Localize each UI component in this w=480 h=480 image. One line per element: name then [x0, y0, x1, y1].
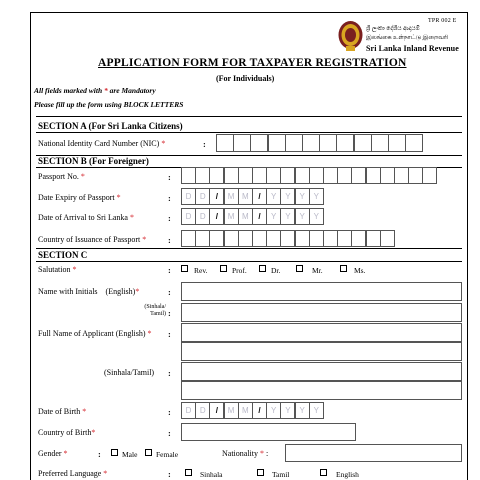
gender-label: Gender * — [38, 449, 68, 458]
full-name-label: Full Name of Applicant (English) * — [38, 329, 152, 338]
name-initials-sinhala-tamil-label: (Sinhala/ Tamil) — [144, 304, 166, 317]
passport-char-box[interactable] — [252, 167, 267, 184]
preferred-language-label: Preferred Language * — [38, 469, 108, 478]
date-separator: / — [252, 188, 267, 205]
org-name-tamil: இலங்கை உள்நாட்டு இறைவரி — [366, 35, 449, 41]
full-name-english-input-line-1[interactable] — [181, 323, 462, 342]
country-birth-label: Country of Birth* — [38, 428, 96, 437]
month-box[interactable]: M — [238, 208, 253, 225]
colon: : — [168, 213, 171, 223]
day-box[interactable]: D — [195, 208, 210, 225]
passport-char-box[interactable] — [195, 167, 210, 184]
colon: : — [168, 193, 171, 203]
passport-char-box[interactable] — [408, 167, 423, 184]
day-box[interactable]: D — [195, 402, 210, 419]
colon: : — [168, 235, 171, 245]
gender-female-checkbox[interactable] — [145, 449, 152, 456]
day-box[interactable]: D — [181, 208, 196, 225]
year-box[interactable]: Y — [266, 208, 281, 225]
month-box[interactable]: M — [224, 208, 239, 225]
salutation-rev-checkbox[interactable] — [181, 265, 188, 272]
passport-char-box[interactable] — [295, 167, 310, 184]
salutation-rev-label: Rev. — [194, 266, 208, 275]
passport-no-grid[interactable] — [181, 167, 437, 184]
salutation-ms-checkbox[interactable] — [340, 265, 347, 272]
form-code: TPR 002 E — [428, 18, 457, 24]
month-box[interactable]: M — [238, 188, 253, 205]
country-char-box[interactable] — [295, 230, 310, 247]
nic-digit-box[interactable] — [336, 134, 354, 152]
divider — [36, 132, 462, 133]
colon: : — [168, 329, 171, 339]
colon: : — [98, 449, 101, 459]
year-box[interactable]: Y — [309, 402, 324, 419]
year-box[interactable]: Y — [309, 188, 324, 205]
nic-input-grid[interactable] — [216, 134, 422, 152]
language-english-label: English — [336, 470, 359, 479]
country-char-box[interactable] — [351, 230, 366, 247]
colon: : — [168, 469, 171, 479]
nic-digit-box[interactable] — [285, 134, 303, 152]
colon: : — [168, 265, 171, 275]
nic-digit-box[interactable] — [250, 134, 268, 152]
language-tamil-checkbox[interactable] — [257, 469, 264, 476]
country-char-box[interactable] — [309, 230, 324, 247]
passport-char-box[interactable] — [337, 167, 352, 184]
passport-no-label: Passport No. * — [38, 172, 85, 181]
salutation-label: Salutation * — [38, 265, 77, 274]
country-char-box[interactable] — [195, 230, 210, 247]
year-box[interactable]: Y — [295, 208, 310, 225]
salutation-ms-label: Ms. — [354, 266, 366, 275]
language-sinhala-checkbox[interactable] — [185, 469, 192, 476]
divider — [36, 261, 462, 262]
divider — [36, 248, 462, 249]
passport-char-box[interactable] — [266, 167, 281, 184]
date-separator: / — [252, 402, 267, 419]
day-box[interactable]: D — [181, 402, 196, 419]
salutation-mr-label: Mr. — [312, 266, 323, 275]
day-box[interactable]: D — [181, 188, 196, 205]
country-issuance-grid[interactable] — [181, 230, 394, 247]
dob-date-grid[interactable] — [181, 402, 323, 419]
passport-char-box[interactable] — [238, 167, 253, 184]
language-english-checkbox[interactable] — [320, 469, 327, 476]
country-char-box[interactable] — [209, 230, 224, 247]
full-name-sinhala-tamil-input-line-2[interactable] — [181, 381, 462, 400]
language-sinhala-label: Sinhala — [200, 470, 223, 479]
passport-expiry-date-grid[interactable] — [181, 188, 323, 205]
page-title: APPLICATION FORM FOR TAXPAYER REGISTRATION — [98, 57, 407, 69]
nationality-input[interactable] — [285, 444, 462, 462]
year-box[interactable]: Y — [280, 402, 295, 419]
salutation-mr-checkbox[interactable] — [296, 265, 303, 272]
block-letters-note: Please fill up the form using BLOCK LETTERS — [34, 100, 184, 109]
colon: : — [168, 308, 171, 318]
colon: : — [168, 172, 171, 182]
nic-digit-box[interactable] — [371, 134, 389, 152]
nic-digit-box[interactable] — [233, 134, 251, 152]
mandatory-note: All fields marked with * are Mandatory — [34, 86, 156, 95]
colon: : — [168, 428, 171, 438]
year-box[interactable]: Y — [295, 402, 310, 419]
salutation-prof-label: Prof. — [232, 266, 247, 275]
country-issuance-label: Country of Issuance of Passport * — [38, 235, 147, 244]
year-box[interactable]: Y — [280, 208, 295, 225]
year-box[interactable]: Y — [309, 208, 324, 225]
country-char-box[interactable] — [252, 230, 267, 247]
nic-digit-box[interactable] — [405, 134, 423, 152]
divider — [36, 116, 462, 117]
country-char-box[interactable] — [380, 230, 395, 247]
date-separator: / — [209, 188, 224, 205]
month-box[interactable]: M — [224, 188, 239, 205]
colon: : — [168, 407, 171, 417]
country-char-box[interactable] — [181, 230, 196, 247]
country-char-box[interactable] — [323, 230, 338, 247]
colon: : — [168, 287, 171, 297]
page-subtitle: (For Individuals) — [216, 74, 275, 83]
nic-digit-box[interactable] — [388, 134, 406, 152]
country-char-box[interactable] — [238, 230, 253, 247]
gender-male-checkbox[interactable] — [111, 449, 118, 456]
gender-male-label: Male — [122, 450, 138, 459]
passport-char-box[interactable] — [380, 167, 395, 184]
year-box[interactable]: Y — [295, 188, 310, 205]
passport-char-box[interactable] — [224, 167, 239, 184]
country-char-box[interactable] — [266, 230, 281, 247]
country-char-box[interactable] — [366, 230, 381, 247]
passport-char-box[interactable] — [422, 167, 437, 184]
year-box[interactable]: Y — [280, 188, 295, 205]
colon: : — [168, 368, 171, 378]
passport-char-box[interactable] — [351, 167, 366, 184]
passport-char-box[interactable] — [280, 167, 295, 184]
gender-female-label: Female — [156, 450, 179, 459]
nic-label: National Identity Card Number (NIC) * — [38, 139, 166, 148]
arrival-date-grid[interactable] — [181, 208, 323, 225]
year-box[interactable]: Y — [266, 402, 281, 419]
full-name-english-input-line-2[interactable] — [181, 342, 462, 361]
name-initials-label: Name with Initials (English)* — [38, 287, 140, 296]
day-box[interactable]: D — [195, 188, 210, 205]
month-box[interactable]: M — [238, 402, 253, 419]
dob-label: Date of Birth * — [38, 407, 87, 416]
name-initials-sinhala-tamil-input[interactable] — [181, 303, 462, 322]
month-box[interactable]: M — [224, 402, 239, 419]
passport-char-box[interactable] — [181, 167, 196, 184]
country-char-box[interactable] — [280, 230, 295, 247]
passport-expiry-label: Date Expiry of Passport * — [38, 193, 121, 202]
arrival-date-label: Date of Arrival to Sri Lanka * — [38, 213, 134, 222]
passport-char-box[interactable] — [366, 167, 381, 184]
nic-digit-box[interactable] — [319, 134, 337, 152]
org-name-sinhala: ශ්‍රී ලංකා දේශීය ආදායම් — [366, 26, 420, 32]
country-char-box[interactable] — [337, 230, 352, 247]
section-c-heading: SECTION C — [38, 250, 88, 260]
passport-char-box[interactable] — [323, 167, 338, 184]
passport-char-box[interactable] — [209, 167, 224, 184]
name-initials-english-input[interactable] — [181, 282, 462, 301]
salutation-dr-checkbox[interactable] — [259, 265, 266, 272]
nationality-label: Nationality * : — [222, 449, 269, 458]
year-box[interactable]: Y — [266, 188, 281, 205]
sri-lanka-emblem-icon — [337, 20, 364, 52]
salutation-prof-checkbox[interactable] — [220, 265, 227, 272]
section-a-heading: SECTION A (For Sri Lanka Citizens) — [38, 121, 183, 131]
passport-char-box[interactable] — [309, 167, 324, 184]
org-name-english: Sri Lanka Inland Revenue — [366, 44, 459, 53]
passport-char-box[interactable] — [394, 167, 409, 184]
date-separator: / — [209, 208, 224, 225]
full-name-sinhala-tamil-label: (Sinhala/Tamil) — [104, 368, 155, 377]
nic-digit-box[interactable] — [216, 134, 234, 152]
date-separator: / — [252, 208, 267, 225]
nic-digit-box[interactable] — [302, 134, 320, 152]
salutation-dr-label: Dr. — [271, 266, 281, 275]
country-birth-input[interactable] — [181, 423, 356, 441]
nic-digit-box[interactable] — [268, 134, 286, 152]
full-name-sinhala-tamil-input-line-1[interactable] — [181, 362, 462, 381]
date-separator: / — [209, 402, 224, 419]
country-char-box[interactable] — [224, 230, 239, 247]
nic-digit-box[interactable] — [354, 134, 372, 152]
language-tamil-label: Tamil — [272, 470, 290, 479]
colon: : — [203, 139, 206, 149]
section-b-heading: SECTION B (For Foreigner) — [38, 156, 149, 166]
